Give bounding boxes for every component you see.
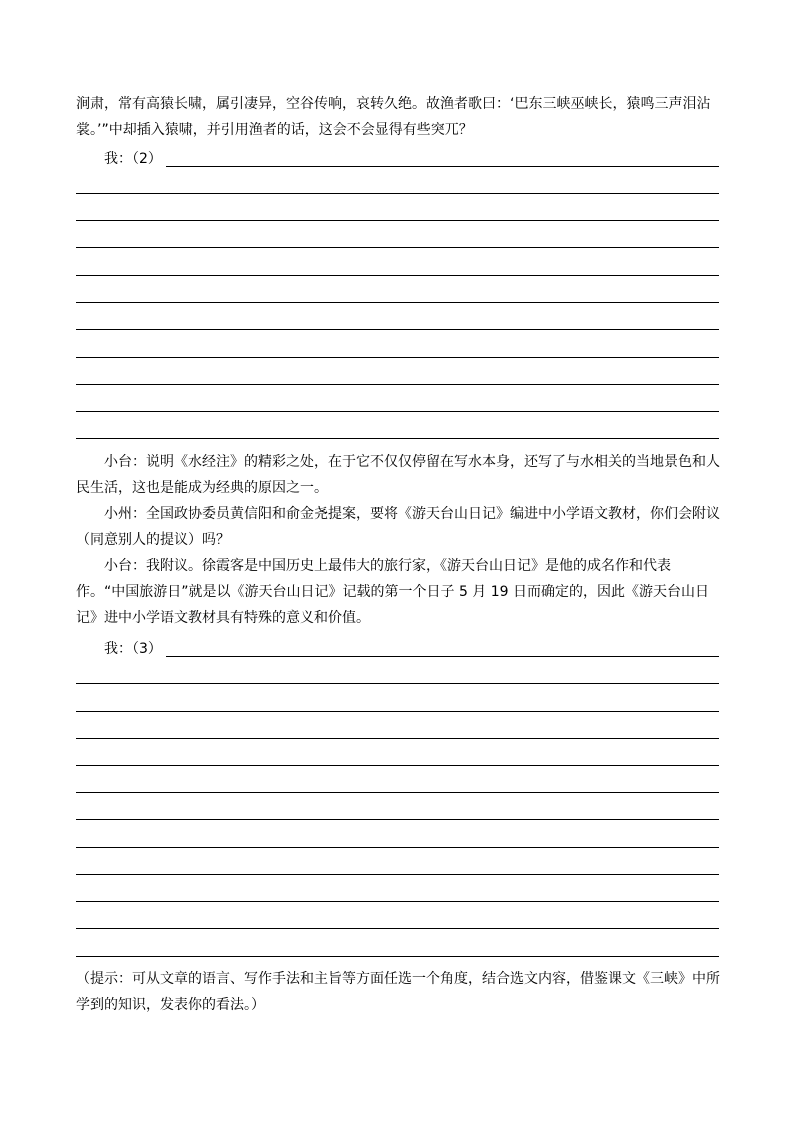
hint-paragraph: （提示：可从文章的语言、写作手法和主旨等方面任选一个角度，结合选文内容，借鉴课文《三峡》中所学到的知识，发表你的看法。） [76, 971, 720, 1013]
answer-3-line-9[interactable] [76, 874, 719, 875]
answer-3-line-5[interactable] [76, 765, 719, 766]
answer-2-label: 我：（2） [104, 151, 162, 167]
answer-3-line-10[interactable] [76, 901, 719, 902]
answer-3-line-8[interactable] [76, 847, 719, 848]
answer-2-line-11[interactable] [76, 438, 719, 439]
intro-paragraph: 涧肃，常有高猿长啸，属引凄异，空谷传响，哀转久绝。故渔者歌曰：‘巴东三峡巫峡长，猿鸣三声泪沾裳。’”中却插入猿啸，并引用渔者的话，这会不会显得有些突兀？ [76, 96, 711, 138]
answer-2-line-3[interactable] [76, 220, 719, 221]
answer-3-line-1[interactable] [166, 656, 719, 657]
xiaotai-paragraph-2: 小台：我附议。徐霞客是中国历史上最伟大的旅行家，《游天台山日记》是他的成名作和代表作。“中国旅游日”就是以《游天台山日记》记载的第一个日子 5 月 19 日而确定的，因此《游天台山日记》进中小学语文教材具有特殊的意义和价值。 [76, 558, 710, 626]
answer-2-line-4[interactable] [76, 247, 719, 248]
answer-3-line-12[interactable] [76, 956, 719, 957]
answer-2-line-10[interactable] [76, 411, 719, 412]
answer-3-line-11[interactable] [76, 928, 719, 929]
answer-3-line-3[interactable] [76, 711, 719, 712]
answer-2-line-6[interactable] [76, 302, 719, 303]
answer-3-line-6[interactable] [76, 792, 719, 793]
answer-3-line-2[interactable] [76, 683, 719, 684]
answer-2-line-7[interactable] [76, 329, 719, 330]
xiaotai-paragraph-1: 小台：说明《水经注》的精彩之处，在于它不仅仅停留在写水本身，还写了与水相关的当地景色和人民生活，这也是能成为经典的原因之一。 [76, 454, 720, 496]
xiaozhou-paragraph: 小州：全国政协委员黄信阳和俞金尧提案，要将《游天台山日记》编进中小学语文教材，你们会附议（同意别人的提议）吗？ [76, 506, 720, 548]
answer-2-line-8[interactable] [76, 357, 719, 358]
answer-2-line-9[interactable] [76, 384, 719, 385]
answer-2-line-2[interactable] [76, 193, 719, 194]
answer-3-line-7[interactable] [76, 819, 719, 820]
answer-3-line-4[interactable] [76, 738, 719, 739]
answer-2-line-1[interactable] [166, 166, 719, 167]
answer-2-line-5[interactable] [76, 275, 719, 276]
answer-3-label: 我：（3） [104, 641, 162, 657]
